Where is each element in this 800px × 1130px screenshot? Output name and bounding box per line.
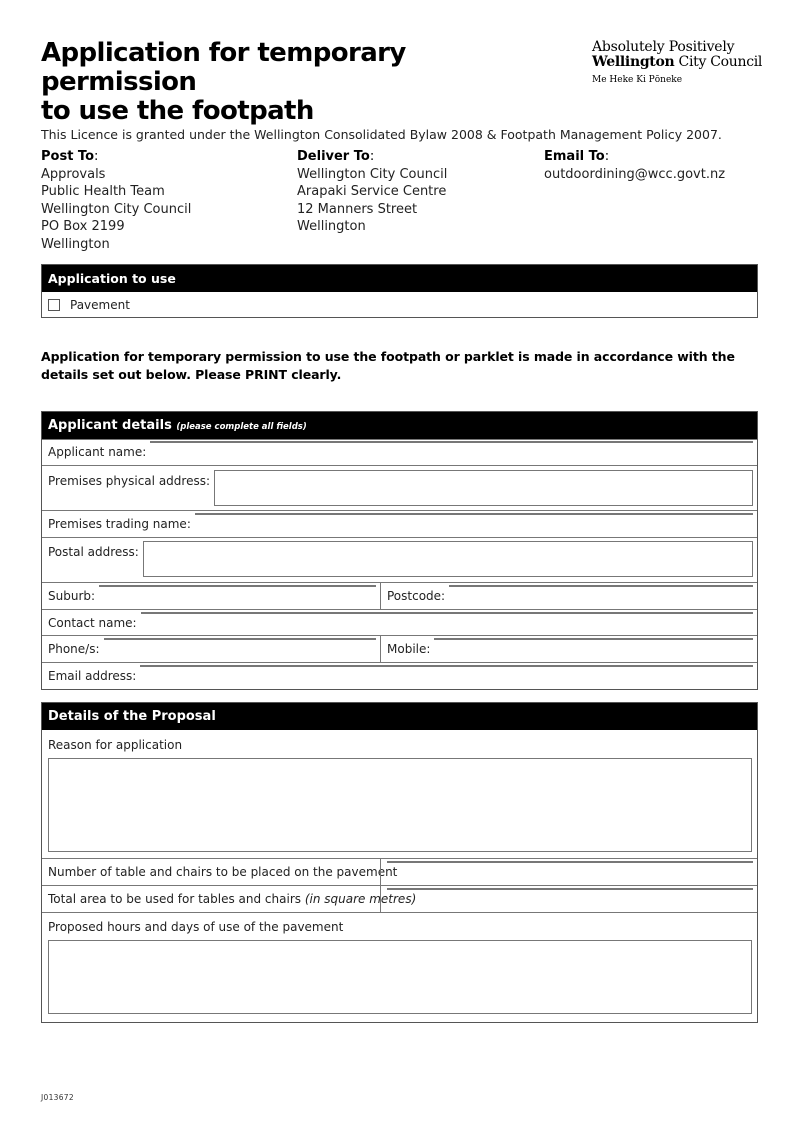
post-to-line: Approvals bbox=[41, 166, 106, 182]
deliver-to-block bbox=[297, 148, 447, 236]
mobile-field[interactable] bbox=[434, 638, 753, 640]
email-to-block bbox=[544, 148, 725, 183]
application-to-use-heading: Application to use bbox=[42, 265, 757, 292]
contact-name-row bbox=[42, 609, 757, 635]
email-to-address[interactable]: outdoordining@wcc.govt.nz bbox=[544, 166, 726, 182]
logo-wellington: Wellington bbox=[592, 54, 675, 70]
reason-label: Reason for application bbox=[48, 738, 183, 752]
job-number: J013672 bbox=[41, 1093, 74, 1102]
page-title bbox=[41, 39, 561, 126]
pavement-label: Pavement bbox=[70, 298, 130, 312]
licence-intro: This Licence is granted under the Wellington Consolidated Bylaw 2008 & Footpath Management Policy 2007. bbox=[41, 127, 722, 142]
pavement-option[interactable] bbox=[42, 292, 757, 318]
pavement-checkbox[interactable] bbox=[48, 299, 60, 311]
tables-chairs-row bbox=[42, 858, 757, 885]
trading-name-row bbox=[42, 510, 757, 537]
post-to-heading: Post To: bbox=[41, 149, 99, 164]
logo-city-council: City Council bbox=[674, 54, 763, 70]
logo-line-1: Absolutely Positively bbox=[592, 39, 735, 55]
trading-name-label: Premises trading name: bbox=[48, 517, 191, 531]
suburb-label: Suburb: bbox=[48, 589, 96, 603]
premises-address-label: Premises physical address: bbox=[48, 474, 210, 488]
total-area-field[interactable] bbox=[387, 888, 753, 890]
logo-line-2 bbox=[592, 55, 764, 70]
post-to-line: Wellington City Council bbox=[41, 201, 192, 217]
deliver-to-heading: Deliver To: bbox=[297, 149, 375, 164]
phone-field[interactable] bbox=[104, 638, 376, 640]
logo-tagline: Me Heke Ki Pōneke bbox=[592, 75, 683, 85]
suburb-field[interactable] bbox=[99, 585, 376, 587]
applicant-name-row bbox=[42, 439, 757, 465]
premises-address-row bbox=[42, 465, 757, 510]
tables-chairs-field[interactable] bbox=[387, 861, 753, 863]
print-clearly-note: Application for temporary permission to use the footpath or parklet is made in accordance with the details set out below. Please PRINT clearly. bbox=[41, 349, 735, 382]
title-line-2: to use the footpath bbox=[41, 96, 314, 126]
email-address-label: Email address: bbox=[48, 669, 137, 683]
deliver-to-line: 12 Manners Street bbox=[297, 201, 418, 217]
trading-name-field[interactable] bbox=[195, 513, 753, 515]
tables-chairs-label: Number of table and chairs to be placed on the pavement bbox=[48, 865, 398, 879]
total-area-unit: (in square metres) bbox=[304, 892, 417, 906]
email-address-row bbox=[42, 662, 757, 689]
post-to-line: PO Box 2199 bbox=[41, 219, 125, 234]
deliver-to-line: Wellington bbox=[297, 219, 366, 234]
proposal-heading: Details of the Proposal bbox=[42, 703, 757, 730]
contact-name-label: Contact name: bbox=[48, 616, 137, 630]
total-area-row bbox=[42, 885, 757, 912]
postcode-label: Postcode: bbox=[387, 589, 446, 603]
premises-address-field[interactable] bbox=[214, 470, 753, 506]
postal-address-row bbox=[42, 537, 757, 582]
applicant-details-section bbox=[41, 411, 758, 690]
application-to-use-section bbox=[41, 264, 758, 318]
postcode-field[interactable] bbox=[449, 585, 753, 587]
suburb-postcode-row bbox=[42, 582, 757, 609]
reason-field[interactable] bbox=[48, 758, 752, 852]
deliver-to-line: Wellington City Council bbox=[297, 166, 448, 182]
applicant-details-subheading: (please complete all fields) bbox=[176, 422, 307, 432]
mobile-label: Mobile: bbox=[387, 642, 431, 656]
phone-label: Phone/s: bbox=[48, 642, 100, 656]
deliver-to-line: Arapaki Service Centre bbox=[297, 184, 447, 199]
hours-field[interactable] bbox=[48, 940, 752, 1014]
hours-label: Proposed hours and days of use of the pavement bbox=[48, 920, 344, 934]
phone-mobile-row bbox=[42, 635, 757, 662]
applicant-name-field[interactable] bbox=[150, 441, 753, 443]
title-line-1: Application for temporary permission bbox=[41, 38, 406, 97]
post-to-line: Public Health Team bbox=[41, 184, 165, 199]
postal-address-field[interactable] bbox=[143, 541, 753, 577]
applicant-details-heading: Applicant details (please complete all fields) bbox=[42, 412, 757, 439]
reason-row bbox=[42, 730, 757, 858]
post-to-block bbox=[41, 148, 191, 253]
council-logo bbox=[592, 40, 764, 86]
proposal-section bbox=[41, 702, 758, 1023]
contact-name-field[interactable] bbox=[141, 612, 753, 614]
total-area-label: Total area to be used for tables and chairs (in square metres) bbox=[48, 892, 417, 906]
email-address-field[interactable] bbox=[140, 665, 753, 667]
email-to-heading: Email To: bbox=[544, 149, 610, 164]
applicant-name-label: Applicant name: bbox=[48, 445, 147, 459]
postal-address-label: Postal address: bbox=[48, 545, 139, 559]
hours-row bbox=[42, 912, 757, 1022]
post-to-line: Wellington bbox=[41, 236, 110, 252]
